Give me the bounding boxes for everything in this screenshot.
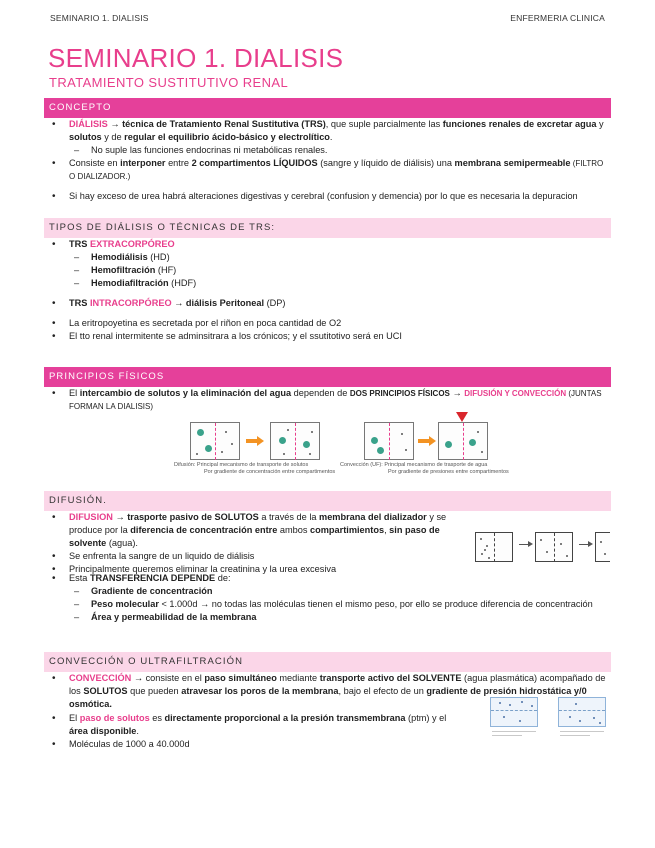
- tipos-sub-2: [44, 264, 611, 277]
- arrow-icon: [246, 436, 264, 446]
- text: paso de solutos: [79, 713, 150, 723]
- text: Hemodiálisis: [91, 252, 148, 263]
- membrane: [494, 533, 495, 562]
- difusion-sub-2: [44, 598, 611, 611]
- tipos-bullet-1: [44, 238, 611, 251]
- difusion-bullet-1: [44, 511, 479, 550]
- convection-caption: Convección (UF): Principal mecanismo de trasporte de agua: [340, 462, 488, 468]
- text: funciones renales de excretar agua: [442, 119, 597, 129]
- text: mediante: [276, 673, 320, 683]
- text: Hemodiafiltración: [91, 278, 169, 289]
- text: El: [69, 713, 80, 723]
- membrane: [463, 423, 464, 460]
- tipos-sub-3: [44, 277, 611, 290]
- text: 2 compartimentos LÍQUIDOS: [191, 158, 318, 169]
- text: paso simultáneo: [204, 673, 277, 683]
- pressure-arrow-icon: [456, 412, 468, 422]
- text: transporte activo del SOLVENTE: [319, 673, 462, 683]
- text: SOLUTOS: [83, 686, 128, 697]
- arrow-head-icon: [588, 541, 593, 547]
- solute: [197, 429, 204, 436]
- text: DOS PRINCIPIOS FÍSICOS: [349, 389, 450, 398]
- text: y se produce por la: [69, 512, 447, 536]
- text: , bajo el efecto de un: [338, 686, 427, 697]
- text: → consiste en el: [131, 673, 205, 683]
- concepto-bullet-1: [44, 118, 611, 144]
- text: DIFUSION: [69, 512, 113, 522]
- text: El: [69, 388, 80, 398]
- arrow-icon: [418, 436, 436, 446]
- text: Hemofiltración: [91, 265, 156, 276]
- conveccion-bullet-2: [44, 712, 464, 738]
- convection-figure: [340, 416, 509, 476]
- text: Gradiente de concentración: [91, 586, 213, 597]
- text: EXTRACORPÓREO: [89, 239, 175, 249]
- text: atravesar los poros de la membrana: [181, 686, 339, 697]
- solute: [303, 441, 310, 448]
- section-conveccion-2: [44, 712, 464, 751]
- principios-bullet-1: [44, 387, 611, 413]
- small-box-2: [535, 532, 573, 562]
- section-difusion: [44, 511, 479, 576]
- convection-after-box: [438, 422, 488, 460]
- text: membrana del dializador: [319, 512, 427, 522]
- difusion-bullet-4: [44, 572, 611, 585]
- text: solutos: [69, 132, 102, 143]
- membrane: [389, 423, 390, 460]
- solute: [377, 447, 384, 454]
- particle: [221, 451, 223, 453]
- text: DIFUSIÓN Y CONVECCIÓN: [464, 389, 567, 398]
- text: regular el equilibrio ácido-básico y electrolítico: [124, 132, 330, 143]
- text: Peso molecular: [91, 599, 159, 610]
- membrane: [491, 710, 537, 711]
- particle: [287, 429, 289, 431]
- caption-line: [560, 735, 590, 736]
- page-header: [50, 12, 605, 24]
- text: técnica de Tratamiento Renal Sustitutiva (TRS): [122, 119, 326, 129]
- text: →: [449, 388, 465, 398]
- convection-small-figure: [490, 693, 610, 743]
- header-right: ENFERMERIA CLINICA: [510, 13, 605, 23]
- text: .: [329, 132, 333, 143]
- header-left: SEMINARIO 1. DIALISIS: [50, 13, 149, 23]
- page-title: SEMINARIO 1. DIALISIS: [48, 43, 344, 73]
- text: (agua).: [106, 538, 138, 549]
- text: CONVECCIÓN: [69, 673, 132, 683]
- particle: [225, 431, 227, 433]
- text: área disponible: [69, 726, 137, 737]
- text: que pueden: [127, 686, 182, 697]
- text: ambos: [277, 525, 311, 536]
- particle: [311, 431, 313, 433]
- particle: [481, 451, 483, 453]
- text: Esta: [69, 573, 90, 583]
- page-subtitle: TRATAMIENTO SUSTITUTIVO RENAL: [49, 75, 289, 90]
- text: Área y permeabilidad de la membrana: [91, 612, 257, 623]
- text: ,: [384, 525, 390, 536]
- particle: [401, 433, 403, 435]
- text: es: [149, 713, 165, 723]
- difusion-bullet-3: • Principalmente queremos eliminar la creatinina y la urea excesiva: [44, 563, 479, 576]
- solute: [205, 445, 212, 452]
- small-box-3: [595, 532, 610, 562]
- text: diferencia de concentración entre: [130, 525, 278, 536]
- text: sin paso de solvente: [69, 525, 440, 549]
- text: Consiste en: [69, 158, 121, 169]
- text: compartimientos: [310, 525, 385, 536]
- solute: [469, 439, 476, 446]
- difusion-sub-1: [44, 585, 611, 598]
- text: directamente proporcional a la presión transmembrana: [164, 713, 406, 723]
- particle: [405, 449, 407, 451]
- diffusion-after-box: [270, 422, 320, 460]
- tipos-bullet-3: • La eritropoyetina es secretada por el riñon en poca cantidad de O2: [44, 317, 611, 330]
- convection-small-box-2: [558, 697, 606, 727]
- particle: [196, 453, 198, 455]
- section-difusion-dependencias: [44, 572, 611, 624]
- particle: [477, 431, 479, 433]
- conveccion-bullet-3: • Moléculas de 1000 a 40.000d: [44, 738, 464, 751]
- text: (agua plasmática) acompañado de los: [69, 673, 606, 697]
- text: y: [596, 119, 604, 129]
- text: y de: [101, 132, 125, 143]
- solute: [445, 441, 452, 448]
- section-principios-heading: PRINCIPIOS FÍSICOS: [44, 367, 611, 387]
- text: (HF): [155, 265, 177, 276]
- membrane: [554, 533, 555, 562]
- tipos-bullet-4: • El tto renal intermitente se adminsitrara a los crónicos; y el ssutitotivo será en UCI: [44, 330, 611, 343]
- text: interponer: [120, 158, 166, 169]
- text: membrana semipermeable: [454, 158, 571, 169]
- arrow-head-icon: [528, 541, 533, 547]
- section-tipos: [44, 238, 611, 343]
- caption-line: [492, 731, 536, 732]
- text: (FILTRO O DIALIZADOR.): [69, 159, 604, 182]
- diffusion-caption-2: Por gradiente de concentración entre compartimentos: [204, 469, 336, 475]
- difusion-sub-3: [44, 611, 611, 624]
- tipos-sub-1: [44, 251, 611, 264]
- section-concepto: [44, 118, 611, 203]
- particle: [231, 443, 233, 445]
- membrane: [559, 710, 605, 711]
- section-concepto-heading: CONCEPTO: [44, 98, 611, 118]
- convection-small-box-1: [490, 697, 538, 727]
- term-dialisis: DIÁLISIS: [69, 119, 108, 129]
- tipos-bullet-2: [44, 297, 611, 310]
- text: de:: [215, 573, 231, 583]
- text: dependen de: [291, 388, 350, 398]
- diffusion-before-box: [190, 422, 240, 460]
- convection-caption-2: Por gradiente de presiones entre compartimentos: [388, 469, 509, 475]
- text: entre: [165, 158, 192, 169]
- text: .: [136, 726, 139, 737]
- text: diálisis Peritoneal: [185, 298, 265, 309]
- text: TRANSFERENCIA DEPENDE: [89, 573, 216, 583]
- concepto-bullet-3: • Si hay exceso de urea habrá alteraciones digestivas y cerebral (confusion y demencia) por lo que es necesaria la depuracion: [44, 190, 611, 203]
- text: (sangre y líquido de diálisis) una: [317, 158, 455, 169]
- section-tipos-heading: TIPOS DE DIÁLISIS O TÉCNICAS DE TRS:: [44, 218, 611, 238]
- concepto-bullet-2: [44, 157, 611, 183]
- solute: [371, 437, 378, 444]
- diffusion-figure: [174, 422, 336, 478]
- text: (JUNTAS FORMAN LA DIALISIS): [69, 389, 602, 412]
- diffusion-caption: Difusión: Principal mecanismo de transporte de solutos: [174, 462, 309, 468]
- small-box-1: [475, 532, 513, 562]
- convection-before-box: [364, 422, 414, 460]
- text: TRS: [69, 239, 90, 249]
- text: (HD): [147, 252, 170, 263]
- text: (ptm) y el: [405, 713, 447, 723]
- text: gradiente de presión hidrostática y/0 osmótica.: [69, 686, 587, 710]
- text: →: [112, 512, 128, 522]
- text: →: [107, 119, 123, 129]
- text: , que suple parcialmente las: [325, 119, 443, 129]
- membrane: [295, 423, 296, 460]
- text: trasporte pasivo de SOLUTOS: [127, 512, 259, 522]
- particle: [283, 453, 285, 455]
- text: →: [171, 298, 186, 309]
- text: (DP): [264, 298, 286, 309]
- text: TRS: [69, 298, 90, 309]
- difusion-bullet-2: • Se enfrenta la sangre de un liquido de diálisis: [44, 550, 479, 563]
- text: < 1.000d → no todas las moléculas tienen el mismo peso, por ello se produce diferencia de concentración: [158, 599, 593, 610]
- membrane: [215, 423, 216, 460]
- section-principios: [44, 387, 611, 413]
- solute: [279, 437, 286, 444]
- text: INTRACORPÓREO: [89, 298, 172, 309]
- section-conveccion-heading: CONVECCIÓN O ULTRAFILTRACIÓN: [44, 652, 611, 672]
- diffusion-small-figure: [475, 530, 610, 564]
- text: intercambio de solutos y la eliminación del agua: [79, 388, 292, 398]
- particle: [309, 453, 311, 455]
- section-difusion-heading: DIFUSIÓN.: [44, 491, 611, 511]
- caption-line: [492, 735, 522, 736]
- caption-line: [560, 731, 604, 732]
- concepto-sub-1: – No suple las funciones endocrinas ni metabólicas renales.: [44, 144, 611, 157]
- text: a través de la: [258, 512, 320, 522]
- text: (HDF): [168, 278, 197, 289]
